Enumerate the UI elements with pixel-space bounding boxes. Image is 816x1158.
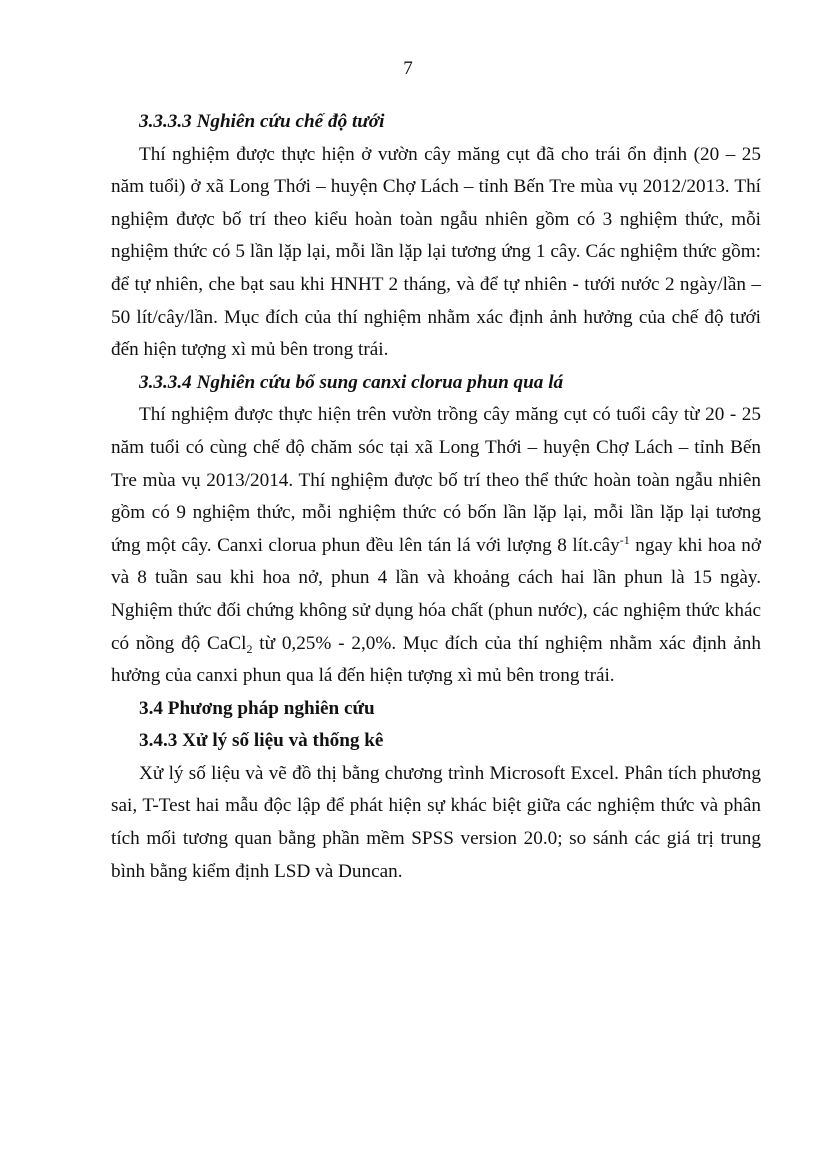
- section-heading-3-4-3: 3.4.3 Xử lý số liệu và thống kê: [139, 730, 384, 752]
- section-heading-3-3-3-4: 3.3.3.4 Nghiên cứu bổ sung canxi clorua phun qua lá: [139, 371, 564, 393]
- paragraph-text-part2: ngay khi hoa nở và 8 tuần sau khi hoa nở, phun 4 lần và khoảng cách hai lần phun là 15 ngày. Nghiệm thức đối chứng không sử dụng hóa chất (phun nước), các nghiệm thức khác có nồng độ CaCl: [111, 534, 762, 654]
- paragraph-statistics: Xử lý số liệu và vẽ đồ thị bằng chương trình Microsoft Excel. Phân tích phương sai, T-Test hai mẫu độc lập để phát hiện sự khác biệt giữa các nghiệm thức và phân tích mối tương quan bằng phần mềm SPSS version 20.0; so sánh các giá trị trung bình bằng kiểm định LSD và Duncan.: [111, 762, 761, 882]
- section-heading-3-4: 3.4 Phương pháp nghiên cứu: [139, 697, 375, 719]
- page-number: 7: [403, 58, 413, 79]
- paragraph-text-part3: từ 0,25% - 2,0%. Mục đích của thí nghiệm nhằm xác định ảnh hưởng của canxi phun qua lá đến hiện tượng xì mủ bên trong trái.: [111, 632, 761, 687]
- subscript-formula: 2: [246, 641, 253, 656]
- paragraph-irrigation-study: Thí nghiệm được thực hiện ở vườn cây măng cụt đã cho trái ổn định (20 – 25 năm tuổi) ở xã Long Thới – huyện Chợ Lách – tỉnh Bến Tre mùa vụ 2012/2013. Thí nghiệm được bố trí theo kiểu hoàn toàn ngẫu nhiên gồm có 3 nghiệm thức, mỗi nghiệm thức có 5 lần lặp lại, mỗi lần lặp lại tương ứng 1 cây. Các nghiệm thức gồm: để tự nhiên, che bạt sau khi HNHT 2 tháng, và để tự nhiên - tưới nước 2 ngày/lần – 50 lít/cây/lần. Mục đích của thí nghiệm nhằm xác định ảnh hưởng của chế độ tưới đến hiện tượng xì mủ bên trong trái.: [111, 143, 761, 361]
- page-content: [111, 106, 761, 888]
- section-heading-3-3-3-3: 3.3.3.3 Nghiên cứu chế độ tưới: [139, 111, 385, 132]
- paragraph-calcium-chloride-study: [111, 399, 761, 692]
- paragraph-text-part1: Thí nghiệm được thực hiện trên vườn trồng cây măng cụt có tuổi cây từ 20 - 25 năm tuổi có cùng chế độ chăm sóc tại xã Long Thới – huyện Chợ Lách – tỉnh Bến Tre mùa vụ 2013/2014. Thí nghiệm được bố trí theo thể thức hoàn toàn ngẫu nhiên gồm có 9 nghiệm thức, mỗi nghiệm thức có bốn lần lặp lại, mỗi lần lặp lại tương ứng một cây. Canxi clorua phun đều lên tán lá với lượng 8 lít.cây: [111, 404, 761, 556]
- superscript-unit: -1: [619, 532, 630, 547]
